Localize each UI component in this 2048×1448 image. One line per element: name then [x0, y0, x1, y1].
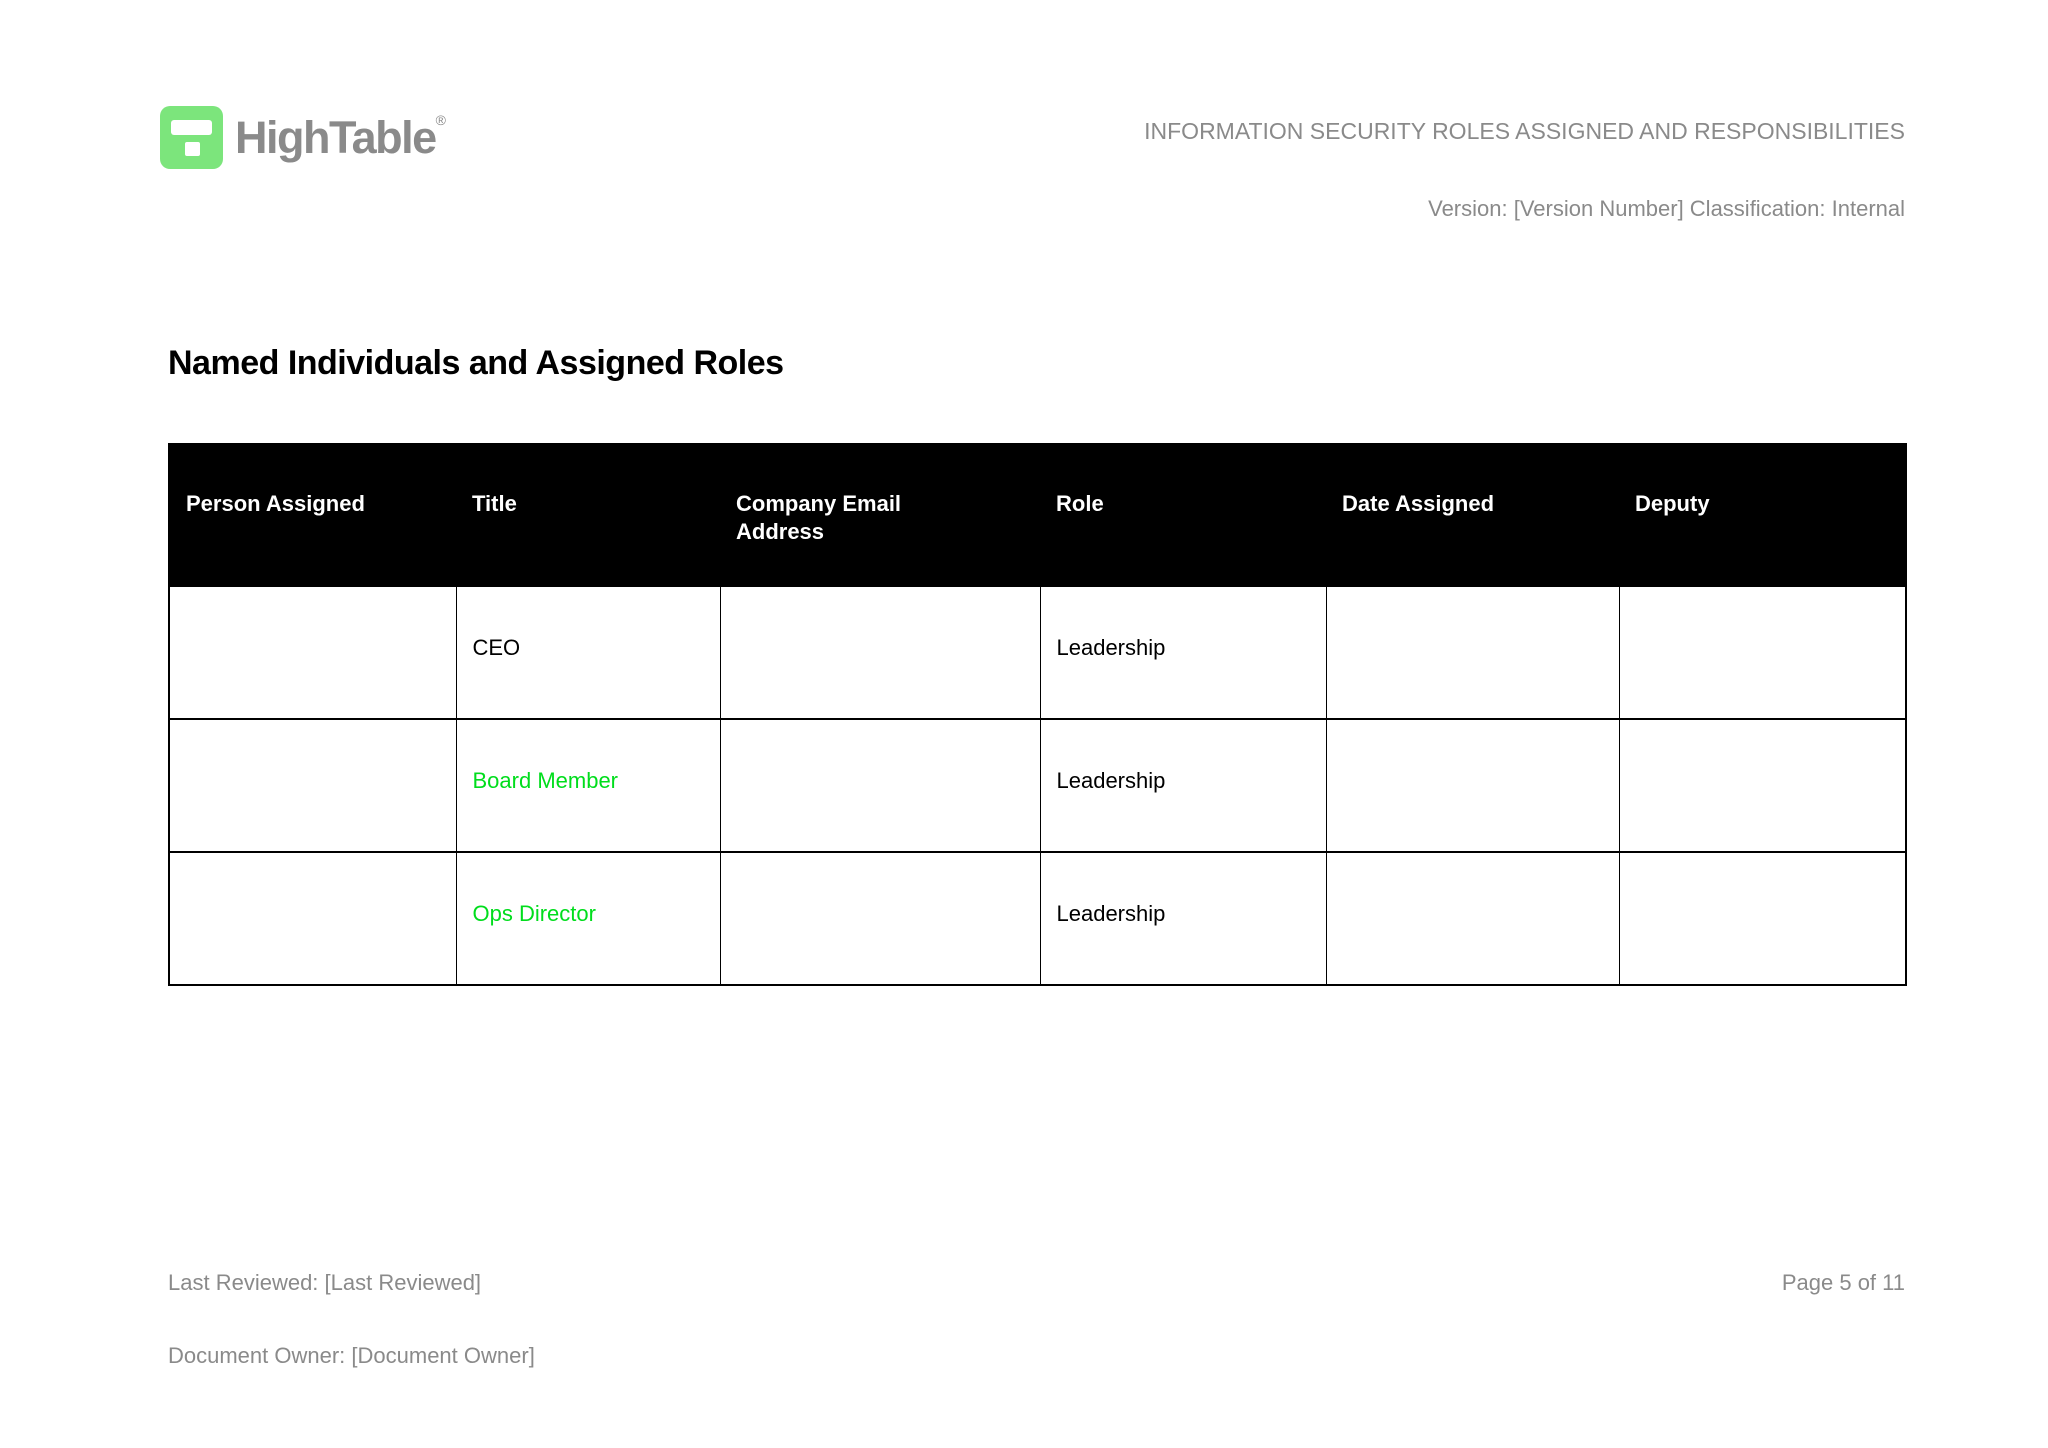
cell-company-email	[720, 852, 1040, 985]
table-row	[169, 719, 1906, 852]
cell-company-email	[720, 719, 1040, 852]
cell-role: Leadership	[1040, 852, 1326, 985]
column-header-label: Company Email Address	[736, 491, 902, 544]
cell-role: Leadership	[1040, 586, 1326, 719]
column-header-label: Title	[472, 491, 517, 516]
column-header-date-assigned	[1326, 444, 1619, 586]
hightable-logo-icon	[160, 106, 223, 169]
document-title: INFORMATION SECURITY ROLES ASSIGNED AND RESPONSIBILITIES	[1144, 118, 1905, 144]
column-header-company-email	[720, 444, 1040, 586]
cell-role: Leadership	[1040, 719, 1326, 852]
registered-trademark-symbol: ®	[435, 112, 446, 128]
cell-title: CEO	[456, 586, 720, 719]
column-header-label: Role	[1056, 491, 1104, 516]
brand-name	[235, 112, 446, 163]
column-header-title	[456, 444, 720, 586]
brand-name-text: HighTable	[235, 112, 436, 163]
column-header-label: Deputy	[1635, 491, 1710, 516]
cell-deputy	[1619, 719, 1906, 852]
cell-person-assigned	[169, 719, 456, 852]
cell-person-assigned	[169, 586, 456, 719]
cell-date-assigned	[1326, 852, 1619, 985]
cell-company-email	[720, 586, 1040, 719]
document-owner-label: Document Owner: [Document Owner]	[168, 1343, 535, 1368]
cell-deputy	[1619, 852, 1906, 985]
cell-person-assigned	[169, 852, 456, 985]
column-header-role	[1040, 444, 1326, 586]
page-number: Page 5 of 11	[1781, 1270, 1905, 1295]
page-title: Named Individuals and Assigned Roles	[168, 344, 784, 382]
roles-table	[168, 443, 1907, 986]
cell-date-assigned	[1326, 719, 1619, 852]
logo-table-leg-shape	[185, 142, 200, 156]
column-header-label: Person Assigned	[186, 491, 365, 516]
last-reviewed-label: Last Reviewed: [Last Reviewed]	[168, 1270, 482, 1295]
document-version-classification: Version: [Version Number] Classification: Internal	[1428, 196, 1905, 221]
column-header-person-assigned	[169, 444, 456, 586]
column-header-label: Date Assigned	[1342, 491, 1495, 516]
table-header-row	[169, 444, 1906, 586]
brand-logo	[160, 106, 446, 169]
cell-title: Ops Director	[456, 852, 720, 985]
table-row	[169, 586, 1906, 719]
column-header-deputy	[1619, 444, 1906, 586]
logo-table-top-shape	[171, 120, 212, 135]
cell-title: Board Member	[456, 719, 720, 852]
cell-date-assigned	[1326, 586, 1619, 719]
table-row	[169, 852, 1906, 985]
cell-deputy	[1619, 586, 1906, 719]
